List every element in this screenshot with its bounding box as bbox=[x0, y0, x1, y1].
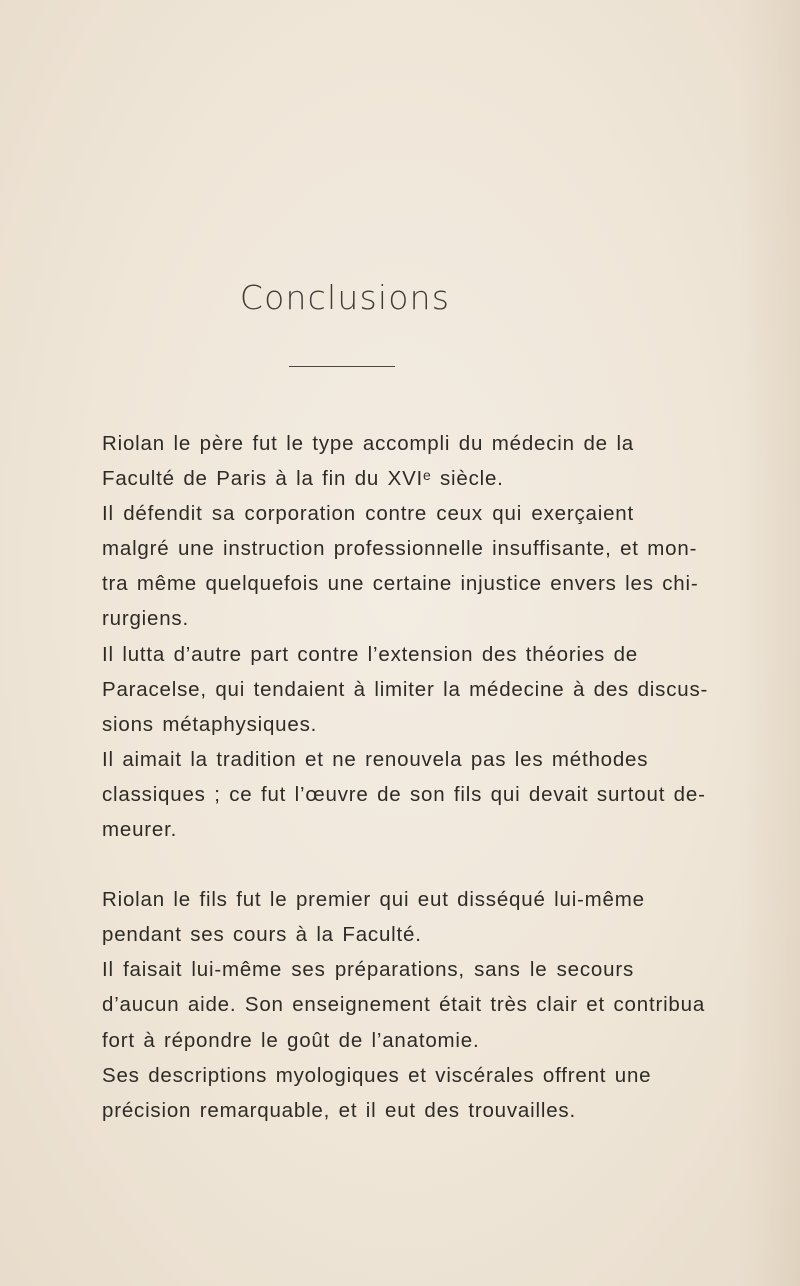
body-text bbox=[64, 426, 709, 1128]
text-line: fort à répondre le goût de l’anatomie. bbox=[102, 1028, 480, 1052]
text-line: Faculté de Paris à la fin du XVIᵉ siècle. bbox=[102, 467, 504, 491]
paragraph bbox=[64, 952, 706, 1057]
text-line: rurgiens. bbox=[102, 607, 189, 631]
paragraph bbox=[64, 882, 645, 952]
paragraph bbox=[64, 742, 706, 847]
section-gap bbox=[64, 847, 634, 882]
text-line: malgré une instruction professionnelle insuffisante, et mon- bbox=[102, 537, 698, 561]
title-divider bbox=[289, 366, 395, 367]
text-line: Il faisait lui-même ses préparations, sans le secours bbox=[102, 958, 634, 982]
text-line: tra même quelquefois une certaine injustice envers les chi- bbox=[102, 572, 699, 596]
text-line: classiques ; ce fut l’œuvre de son fils qui devait surtout de- bbox=[102, 782, 706, 806]
text-line: Il lutta d’autre part contre l’extension des théories de bbox=[102, 642, 638, 666]
text-line: meurer. bbox=[102, 818, 178, 842]
text-line: Riolan le fils fut le premier qui eut disséqué lui-même bbox=[102, 888, 645, 912]
paragraph bbox=[64, 496, 699, 636]
text-line: Paracelse, qui tendaient à limiter la médecine à des discus- bbox=[102, 677, 709, 701]
paragraph bbox=[64, 637, 709, 742]
text-line: précision remarquable, et il eut des trouvailles. bbox=[102, 1098, 576, 1122]
text-line: pendant ses cours à la Faculté. bbox=[102, 923, 422, 947]
text-line: sions métaphysiques. bbox=[102, 712, 318, 736]
text-line: Riolan le père fut le type accompli du médecin de la bbox=[102, 432, 634, 455]
text-line: Ses descriptions myologiques et viscérales offrent une bbox=[102, 1063, 652, 1087]
paragraph bbox=[64, 426, 634, 496]
text-line: Il défendit sa corporation contre ceux qui exerçaient bbox=[102, 502, 634, 526]
paragraph bbox=[64, 1058, 652, 1128]
chapter-title: Conclusions bbox=[239, 278, 451, 317]
text-line: d’aucun aide. Son enseignement était très clair et contribua bbox=[102, 993, 706, 1017]
text-line: Il aimait la tradition et ne renouvela pas les méthodes bbox=[102, 747, 649, 771]
